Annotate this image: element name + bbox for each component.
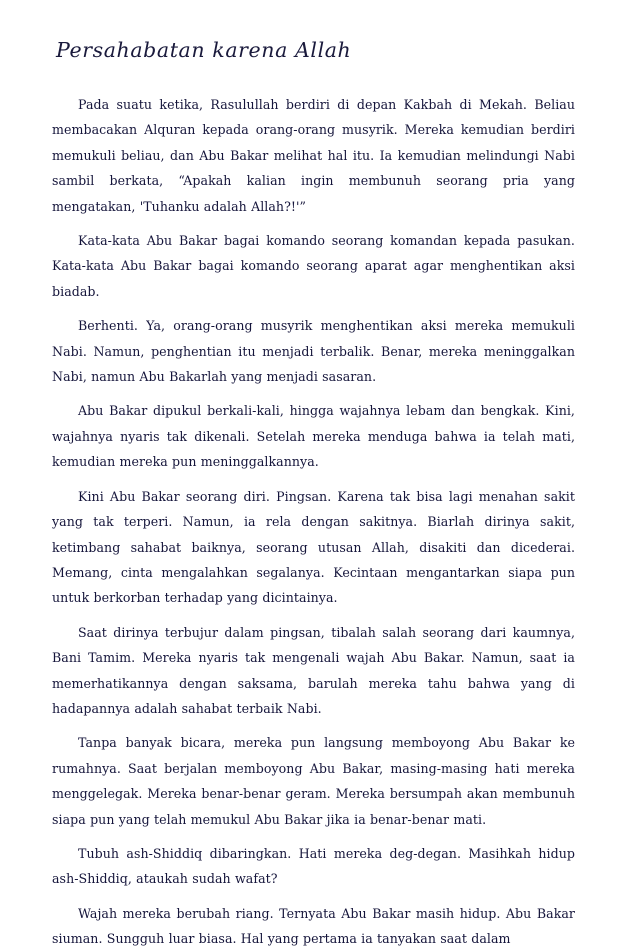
- paragraph: Tubuh ash-Shiddiq dibaringkan. Hati mereka deg-degan. Masihkah hidup ash-Shiddiq, ataukah sudah wafat?: [52, 845, 575, 887]
- body-text: [52, 92, 575, 952]
- paragraph: Kini Abu Bakar seorang diri. Pingsan. Karena tak bisa lagi menahan sakit yang tak terperi. Namun, ia rela dengan sakitnya. Biarlah dirinya sakit, ketimbang sahabat baiknya, seorang utusan Allah, disakiti dan dicederai. Memang, cinta mengalahkan segalanya. Kecintaan mengantarkan siapa pun untuk berkorban terhadap yang dicintainya.: [52, 488, 575, 606]
- chapter-title: Persahabatan karena Allah: [56, 38, 352, 62]
- paragraph: Abu Bakar dipukul berkali-kali, hingga wajahnya lebam dan bengkak. Kini, wajahnya nyaris tak dikenali. Setelah mereka menduga bahwa ia telah mati, kemudian mereka pun meninggalkannya.: [52, 403, 575, 470]
- paragraph: Wajah mereka berubah riang. Ternyata Abu Bakar masih hidup. Abu Bakar siuman. Sungguh luar biasa. Hal yang pertama ia tanyakan saat dalam: [52, 905, 575, 947]
- paragraph: Pada suatu ketika, Rasulullah berdiri di depan Kakbah di Mekah. Beliau membacakan Alquran kepada orang-orang musyrik. Mereka kemudian berdiri memukuli beliau, dan Abu Bakar melihat hal itu. Ia kemudian melindungi Nabi sambil berkata, “Apakah kalian ingin membunuh seorang pria yang mengatakan, 'Tuhanku adalah Allah?!'”: [52, 97, 575, 214]
- paragraph: Berhenti. Ya, orang-orang musyrik menghentikan aksi mereka memukuli Nabi. Namun, penghentian itu menjadi terbalik. Benar, mereka meninggalkan Nabi, namun Abu Bakarlah yang menjadi sasaran.: [52, 318, 575, 385]
- paragraph: Saat dirinya terbujur dalam pingsan, tibalah salah seorang dari kaumnya, Bani Tamim. Mereka nyaris tak mengenali wajah Abu Bakar. Namun, saat ia memerhatikannya dengan saksama, barulah mereka tahu bahwa yang di hadapannya adalah sahabat terbaik Nabi.: [52, 624, 575, 716]
- paragraph: Kata-kata Abu Bakar bagai komando seorang komandan kepada pasukan. Kata-kata Abu Bakar bagai komando seorang aparat agar menghentikan aksi biadab.: [52, 233, 575, 299]
- paragraph: Tanpa banyak bicara, mereka pun langsung memboyong Abu Bakar ke rumahnya. Saat berjalan memboyong Abu Bakar, masing-masing hati mereka menggelegak. Mereka benar-benar geram. Mereka bersumpah akan membunuh siapa pun yang telah memukul Abu Bakar jika ia benar-benar mati.: [52, 735, 575, 827]
